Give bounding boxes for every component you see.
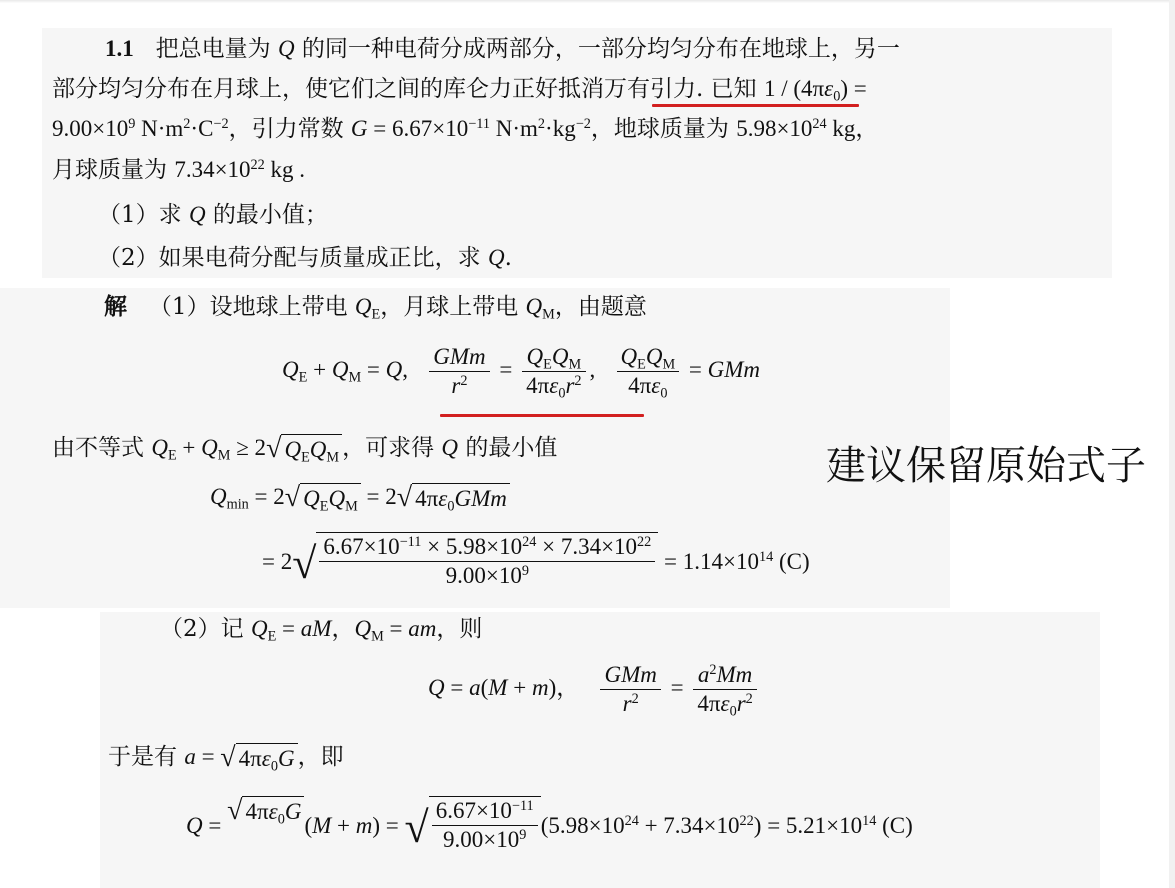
problem-number: 1.1 bbox=[105, 36, 134, 61]
scan-background-problem bbox=[42, 28, 1112, 278]
red-underline-text bbox=[652, 104, 859, 107]
qmin-line-1: $Q_{min} = 2√$ $Q_EQ_M = 2√$ $4\pi\varepsilon_0GMm$ bbox=[210, 482, 510, 514]
problem-line-4: 月球质量为 $7.34\times 10^{22}$ kg . bbox=[52, 157, 306, 183]
problem-line-2: 部分均匀分布在月球上，使它们之间的库仑力正好抵消万有引力. 已知 $1 / (4\pi\varepsilon_0)$ = bbox=[52, 76, 867, 105]
final-equation: Q = √ $4\pi\varepsilon_0G(M + m)$ = √ $\frac{6.67\times 10^{-11}}{9.00\times 10^9}$ $(5.98\times 10^{24} + 7.34\times 10^{22}) = 5.21\times 10^{14}$ (C) bbox=[186, 794, 913, 852]
equation-2: Q = a(M + m)， $\frac{\text{GMm}}{r^2}$ = $\frac{a^2Mm}{4\pi\varepsilon_0r^2}$ bbox=[428, 658, 761, 718]
problem-line-1: 1.1 把总电量为 Q 的同一种电荷分成两部分，一部分均匀分布在地球上，另一 bbox=[105, 36, 900, 62]
review-note: 建议保留原始式子 bbox=[826, 443, 1146, 489]
question-1: （1）求 Q 的最小值； bbox=[98, 202, 328, 228]
window-top-rule bbox=[0, 0, 1175, 3]
a-result-line: 于是有 a = √ $4\pi\varepsilon_0G$ ，即 bbox=[108, 742, 344, 775]
red-underline-equation bbox=[440, 414, 644, 417]
solution-label: 解 bbox=[104, 293, 127, 320]
window-side-rule bbox=[1169, 0, 1175, 888]
solution-part2-intro: （2）记 $Q_E$ = aM，$Q_M$ = am，则 bbox=[160, 616, 483, 645]
solution-part1-intro: 解 （1）设地球上带电 $Q_E$，月球上带电 $Q_M$，由题意 bbox=[104, 293, 647, 323]
inequality-line: 由不等式 $Q_E + Q_M \ge 2√$ $Q_EQ_M$ ，可求得 Q 的最小值 bbox=[52, 433, 558, 466]
equation-1: $Q_E + Q_M = Q$, $\frac{\text{GMm}}{r^2}$ = $\frac{Q_EQ_M}{4\pi\varepsilon_0r^2}$ , $\frac{Q_EQ_M}{4\pi\varepsilon_0}$ = GMm bbox=[282, 344, 761, 402]
qmin-line-2: = 2√ $\frac{6.67\times 10^{-11} \times 5.98\times 10^{24} \times 7.34\times 10^{22}}{9.00\times 10^9}$ = $1.14\times 10^{14}$ (C) bbox=[262, 533, 810, 588]
problem-line-3: $9.00\times 10^9$ $N\cdot m^2\cdot C^{-2}$，引力常数 $G = 6.67\times 10^{-11}$ $N\cdot m^2\cdot kg^{-2}$，地球质量为 $5.98\times 10^{24}$ kg， bbox=[52, 116, 879, 142]
question-2: （2）如果电荷分配与质量成正比，求 Q. bbox=[98, 245, 512, 271]
